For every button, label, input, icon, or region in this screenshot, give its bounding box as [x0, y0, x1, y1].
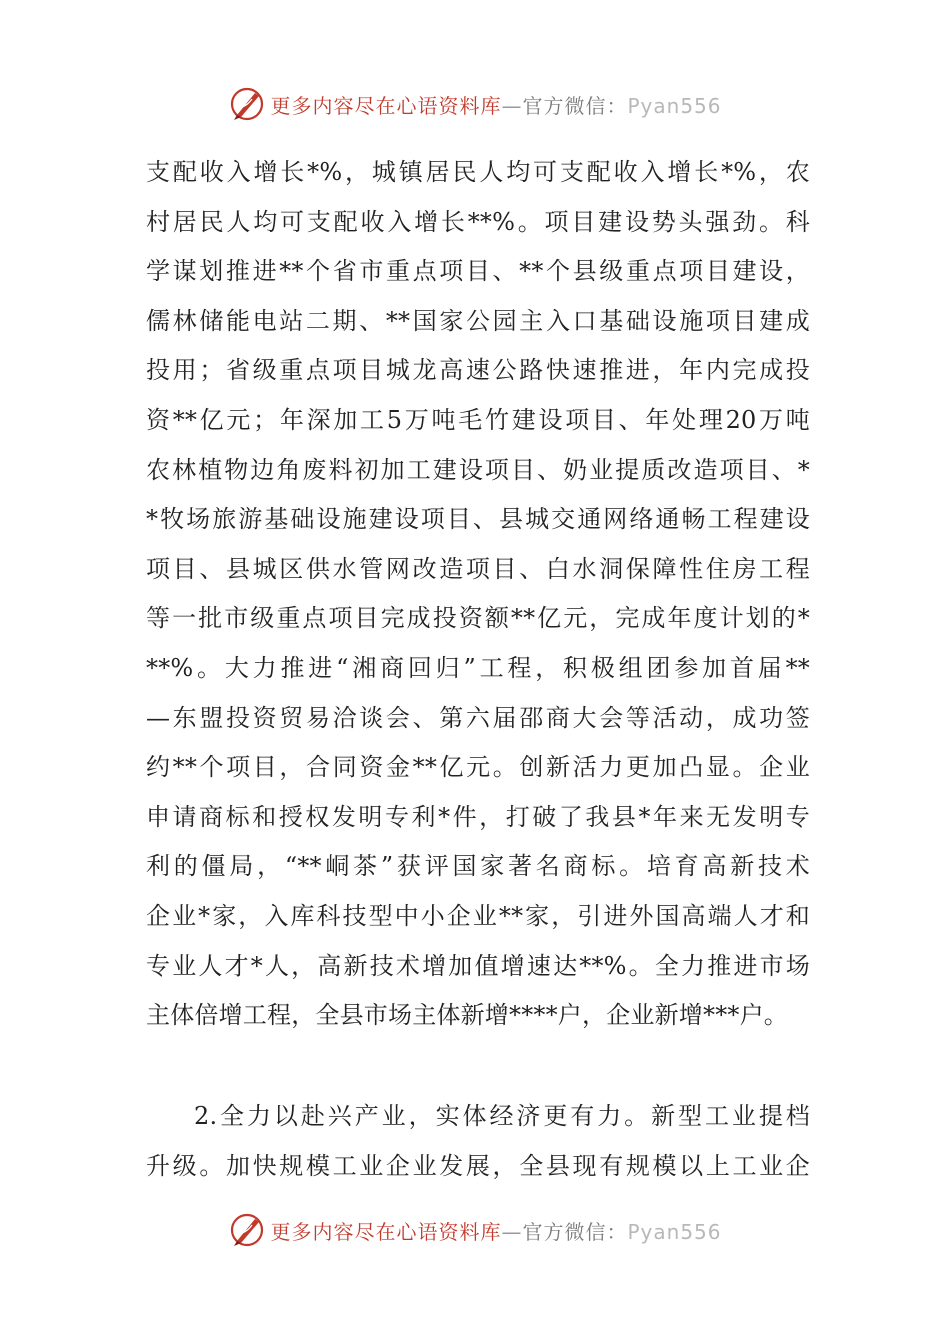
text-line: 学谋划推进**个省市重点项目、**个县级重点项目建设， — [146, 257, 810, 286]
text-line: —东盟投资贸易洽谈会、第六届邵商大会等活动，成功签 — [146, 703, 810, 732]
banner-text: 更多内容尽在心语资料库—官方微信：Pyan556 — [270, 93, 722, 118]
text-line: 项目、县城区供水管网改造项目、白水洞保障性住房工程 — [146, 554, 810, 583]
text-line: 升级。加快规模工业企业发展，全县现有规模以上工业企 — [146, 1151, 810, 1180]
text-line: 2.全力以赴兴产业，实体经济更有力。新型工业提档 — [194, 1102, 810, 1130]
header-banner — [0, 84, 950, 124]
pen-logo-icon — [228, 1211, 266, 1249]
text-line: 申请商标和授权发明专利*件，打破了我县*年来无发明专 — [146, 802, 810, 831]
footer-banner — [0, 1210, 950, 1250]
text-line: 企业*家，入库科技型中小企业**家，引进外国高端人才和 — [146, 901, 810, 930]
text-line: **%。大力推进“湘商回归”工程，积极组团参加首届** — [146, 653, 810, 682]
text-line: 支配收入增长*%，城镇居民人均可支配收入增长*%，农 — [146, 158, 810, 186]
text-line: 利的僵局，“**峒茶”获评国家著名商标。培育高新技术 — [146, 852, 810, 881]
pen-logo-icon — [228, 85, 266, 123]
text-line: 资**亿元；年深加工5万吨毛竹建设项目、年处理20万吨 — [146, 405, 810, 434]
text-line: 儒林储能电站二期、**国家公园主入口基础设施项目建成 — [146, 306, 810, 335]
text-line: 约**个项目，合同资金**亿元。创新活力更加凸显。企业 — [146, 753, 810, 782]
text-line: *牧场旅游基础设施建设项目、县城交通网络通畅工程建设 — [146, 505, 810, 534]
text-line: 投用；省级重点项目城龙高速公路快速推进，年内完成投 — [146, 356, 810, 385]
paragraph-1 — [146, 148, 810, 1041]
banner-text: 更多内容尽在心语资料库—官方微信：Pyan556 — [270, 1219, 722, 1244]
text-line: 村居民人均可支配收入增长**%。项目建设势头强劲。科 — [146, 207, 810, 236]
paragraph-2 — [146, 1092, 810, 1191]
text-line: 等一批市级重点项目完成投资额**亿元，完成年度计划的* — [146, 604, 810, 633]
text-line: 主体倍增工程，全县市场主体新增****户，企业新增***户。 — [146, 1001, 788, 1030]
text-line: 农林植物边角废料初加工建设项目、奶业提质改造项目、* — [146, 455, 810, 484]
text-line: 专业人才*人，高新技术增加值增速达**%。全力推进市场 — [146, 951, 810, 980]
